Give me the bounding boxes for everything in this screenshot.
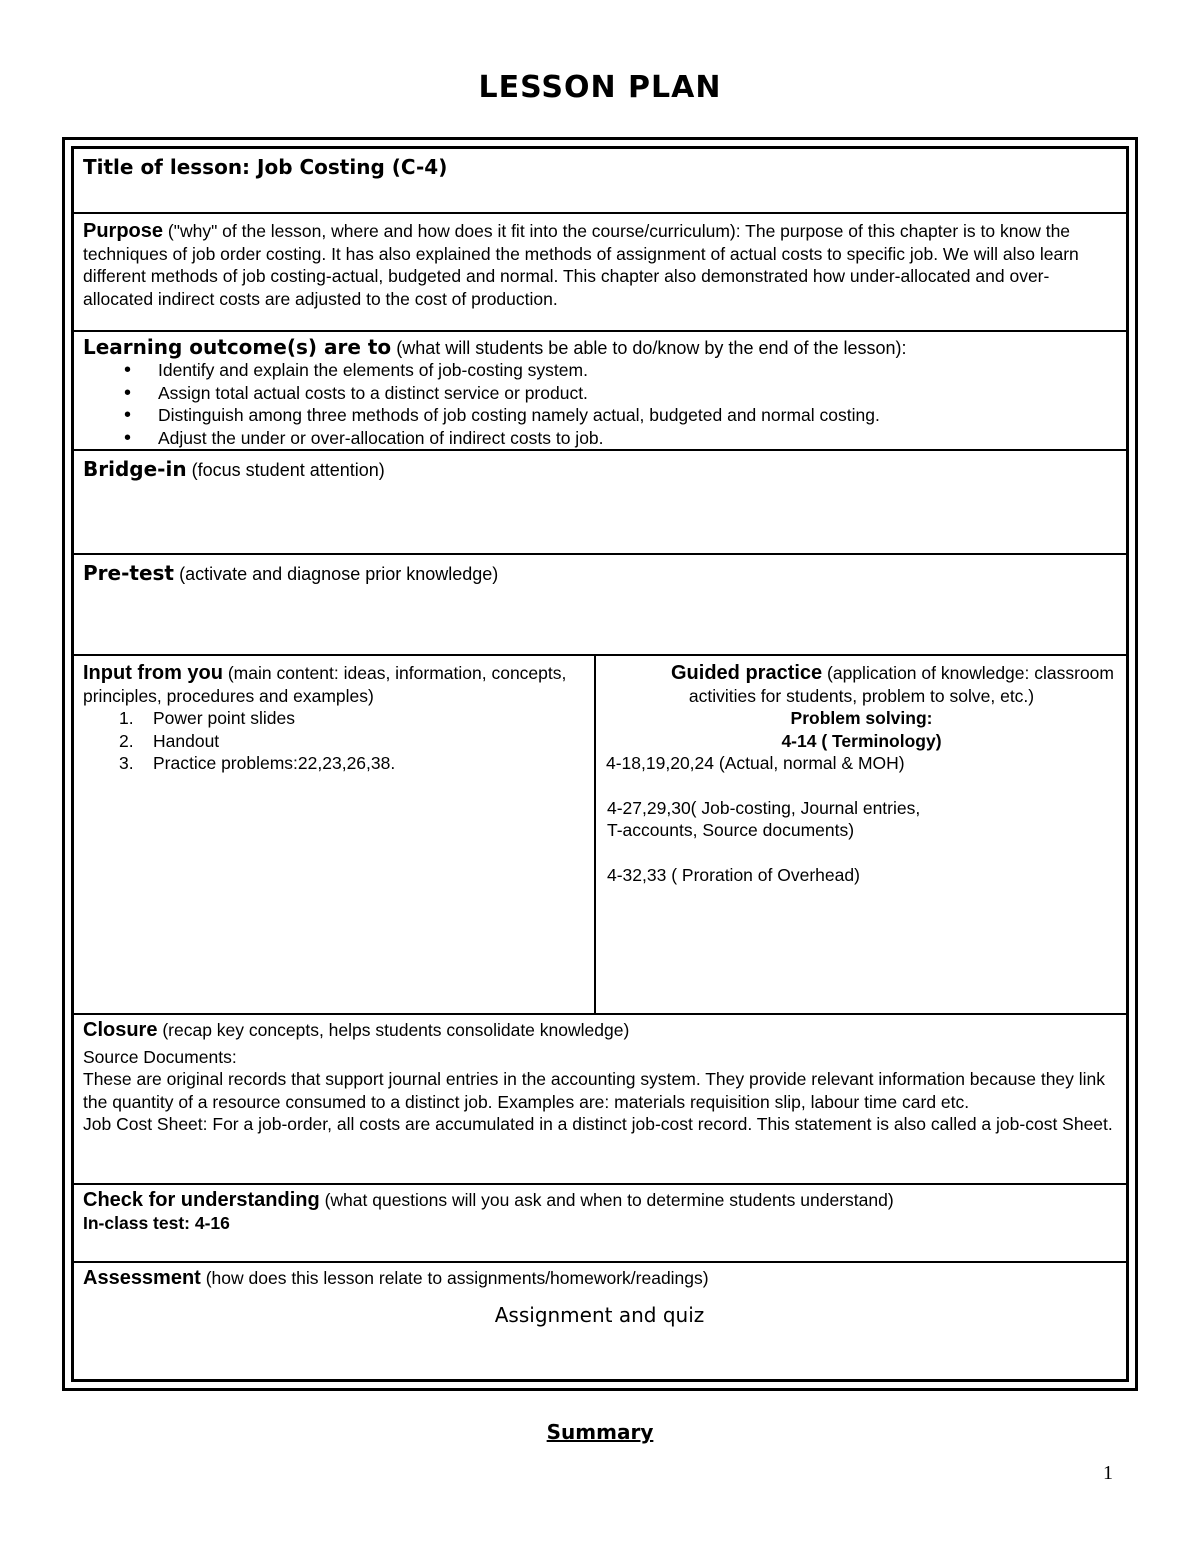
check-heading: Check for understanding: [83, 1189, 320, 1211]
bridge-in-heading: Bridge-in: [83, 457, 187, 481]
check-understanding-row: [74, 1185, 1126, 1263]
guided-line-3: 4-32,33 ( Proration of Overhead): [607, 864, 860, 885]
lesson-title: Title of lesson: Job Costing (C-4): [83, 155, 448, 179]
input-column: [74, 656, 596, 1013]
pre-test-heading: Pre-test: [83, 561, 174, 585]
assessment-heading: Assessment: [83, 1267, 201, 1289]
list-item: • Identify and explain the elements of job-costing system.: [158, 359, 1116, 382]
input-heading: Input from you: [83, 662, 223, 684]
purpose-row: [74, 214, 1126, 332]
in-class-test: In-class test: 4-16: [83, 1212, 230, 1233]
input-guided-row: [74, 656, 1126, 1015]
guided-line-1: 4-18,19,20,24 (Actual, normal & MOH): [606, 753, 905, 773]
assessment-note: (how does this lesson relate to assignments/homework/readings): [205, 1268, 709, 1288]
closure-paragraph-1: Source Documents:: [83, 1046, 237, 1067]
terminology-label: 4-14 ( Terminology): [781, 730, 942, 751]
title-row: [74, 149, 1126, 214]
input-note: (main content: ideas, information, concepts, principles, procedures and examples): [83, 663, 567, 706]
outcomes-heading: Learning outcome(s) are to: [83, 335, 392, 359]
outcomes-list: [83, 359, 1116, 449]
purpose-text: ("why" of the lesson, where and how does it fit into the course/curriculum): The purpose of this chapter is to know the techniques of job order costing. It has also explained the methods of assignment of actual costs to specific job. We will also learn different methods of job costing-actual, budgeted and normal. This chapter also demonstrated how under-allocated and over-allocated indirect costs are adjusted to the cost of production.: [83, 221, 1079, 309]
page-number: 1: [1103, 1462, 1113, 1484]
closure-paragraph-2: These are original records that support journal entries in the accounting system. They provide relevant information because they link the quantity of a resource consumed to a distinct job. Examples are: materials requisition slip, labour time card etc.: [83, 1069, 1106, 1112]
closure-row: [74, 1015, 1126, 1185]
problem-solving-label: Problem solving:: [790, 708, 933, 728]
guided-line-2b: T-accounts, Source documents): [607, 820, 855, 840]
lesson-plan-inner-border: [71, 146, 1129, 1382]
pre-test-note: (activate and diagnose prior knowledge): [179, 564, 499, 584]
purpose-heading: Purpose: [83, 220, 164, 242]
guided-practice-note-2: activities for students, problem to solve, etc.): [688, 685, 1035, 706]
assessment-body: Assignment and quiz: [494, 1302, 705, 1327]
list-item: 2. Handout: [119, 730, 220, 751]
bridge-in-row: [74, 451, 1126, 555]
closure-heading: Closure: [83, 1019, 158, 1041]
list-item: • Adjust the under or over-allocation of indirect costs to job.: [158, 427, 1116, 450]
closure-note: (recap key concepts, helps students consolidate knowledge): [162, 1020, 630, 1040]
list-item: 1. Power point slides: [119, 708, 296, 728]
outcomes-row: [74, 332, 1126, 451]
closure-paragraph-3: Job Cost Sheet: For a job-order, all costs are accumulated in a distinct job-cost record. This statement is also called a job-cost Sheet.: [83, 1114, 1113, 1134]
list-item: • Assign total actual costs to a distinct service or product.: [158, 382, 1116, 405]
list-item: • Distinguish among three methods of job costing namely actual, budgeted and normal costing.: [158, 404, 1116, 427]
pre-test-row: [74, 555, 1126, 656]
guided-practice-column: [596, 656, 1126, 1013]
document-title: LESSON PLAN: [478, 70, 722, 105]
summary-heading: Summary: [546, 1420, 654, 1444]
guided-practice-note-1: (application of knowledge: classroom: [827, 663, 1114, 683]
list-item: 3. Practice problems:22,23,26,38.: [119, 753, 396, 773]
guided-practice-heading: Guided practice: [671, 662, 823, 684]
check-note: (what questions will you ask and when to determine students understand): [324, 1190, 894, 1210]
lesson-plan-table: [62, 137, 1138, 1391]
guided-line-2a: 4-27,29,30( Job-costing, Journal entries,: [607, 797, 921, 818]
outcomes-note: (what will students be able to do/know by the end of the lesson):: [396, 338, 907, 358]
bridge-in-note: (focus student attention): [191, 460, 385, 480]
assessment-row: [74, 1263, 1126, 1379]
input-list: [83, 707, 584, 775]
